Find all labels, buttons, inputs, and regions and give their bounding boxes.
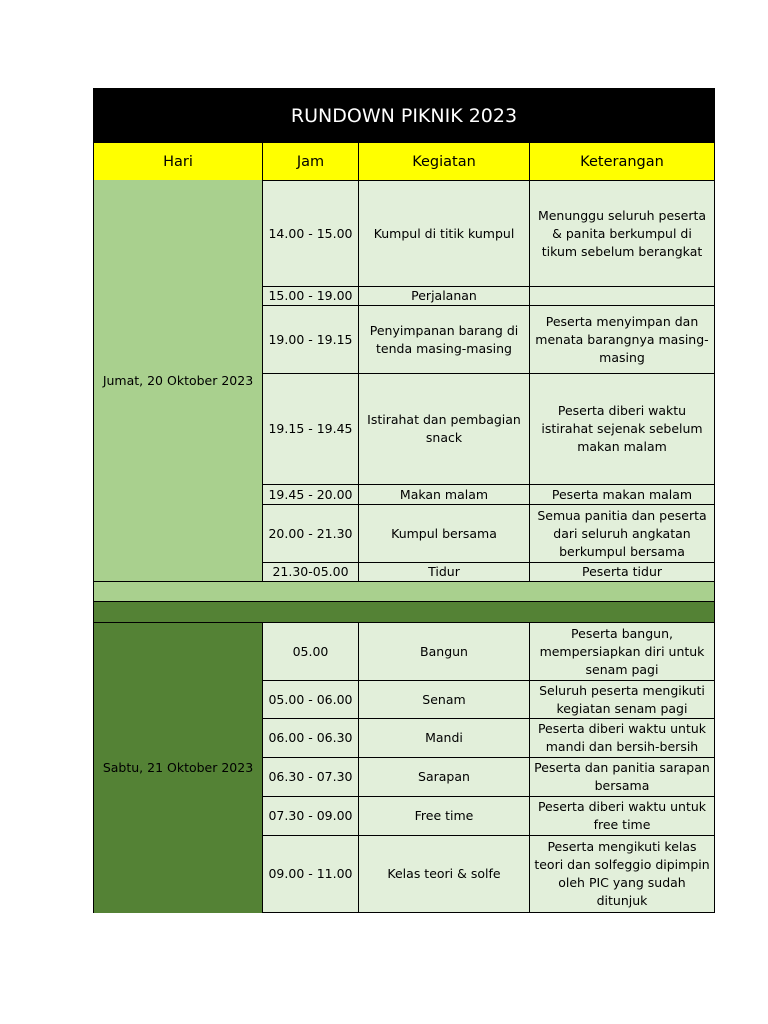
row-jam: 05.00 - 06.00	[262, 680, 359, 719]
separator-row-light	[93, 581, 715, 602]
row-jam: 21.30-05.00	[262, 562, 359, 582]
row-keterangan: Seluruh peserta mengikuti kegiatan senam pagi	[529, 680, 715, 719]
day-label: Jumat, 20 Oktober 2023	[93, 180, 263, 582]
row-keterangan: Peserta makan malam	[529, 484, 715, 505]
row-jam: 06.00 - 06.30	[262, 718, 359, 758]
row-kegiatan: Free time	[358, 796, 530, 836]
header-kegiatan: Kegiatan	[358, 142, 530, 181]
row-kegiatan: Tidur	[358, 562, 530, 582]
header-keterangan: Keterangan	[529, 142, 715, 181]
row-keterangan: Semua panitia dan peserta dari seluruh angkatan berkumpul bersama	[529, 504, 715, 563]
row-keterangan: Peserta diberi waktu istirahat sejenak sebelum makan malam	[529, 373, 715, 485]
row-kegiatan: Sarapan	[358, 757, 530, 797]
row-keterangan: Peserta tidur	[529, 562, 715, 582]
row-kegiatan: Perjalanan	[358, 286, 530, 306]
row-kegiatan: Istirahat dan pembagian snack	[358, 373, 530, 485]
row-kegiatan: Senam	[358, 680, 530, 719]
row-keterangan: Peserta diberi waktu untuk mandi dan bersih-bersih	[529, 718, 715, 758]
row-kegiatan: Kumpul di titik kumpul	[358, 180, 530, 287]
row-kegiatan: Mandi	[358, 718, 530, 758]
row-kegiatan: Penyimpanan barang di tenda masing-masing	[358, 305, 530, 374]
row-jam: 06.30 - 07.30	[262, 757, 359, 797]
day-label: Sabtu, 21 Oktober 2023	[93, 622, 263, 913]
row-keterangan: Peserta bangun, mempersiapkan diri untuk senam pagi	[529, 622, 715, 681]
row-kegiatan: Makan malam	[358, 484, 530, 505]
row-keterangan: Peserta diberi waktu untuk free time	[529, 796, 715, 836]
header-jam: Jam	[262, 142, 359, 181]
table-title: RUNDOWN PIKNIK 2023	[93, 88, 715, 143]
header-hari: Hari	[93, 142, 263, 181]
row-jam: 05.00	[262, 622, 359, 681]
row-kegiatan: Kelas teori & solfe	[358, 835, 530, 913]
row-jam: 19.15 - 19.45	[262, 373, 359, 485]
row-jam: 14.00 - 15.00	[262, 180, 359, 287]
row-jam: 15.00 - 19.00	[262, 286, 359, 306]
row-keterangan: Peserta dan panitia sarapan bersama	[529, 757, 715, 797]
row-jam: 20.00 - 21.30	[262, 504, 359, 563]
row-jam: 19.45 - 20.00	[262, 484, 359, 505]
row-keterangan: Menunggu seluruh peserta & panita berkumpul di tikum sebelum berangkat	[529, 180, 715, 287]
row-keterangan	[529, 286, 715, 306]
row-kegiatan: Bangun	[358, 622, 530, 681]
row-jam: 09.00 - 11.00	[262, 835, 359, 913]
row-keterangan: Peserta mengikuti kelas teori dan solfeggio dipimpin oleh PIC yang sudah ditunjuk	[529, 835, 715, 913]
row-jam: 19.00 - 19.15	[262, 305, 359, 374]
separator-row-dark	[93, 601, 715, 623]
row-jam: 07.30 - 09.00	[262, 796, 359, 836]
row-keterangan: Peserta menyimpan dan menata barangnya masing-masing	[529, 305, 715, 374]
row-kegiatan: Kumpul bersama	[358, 504, 530, 563]
